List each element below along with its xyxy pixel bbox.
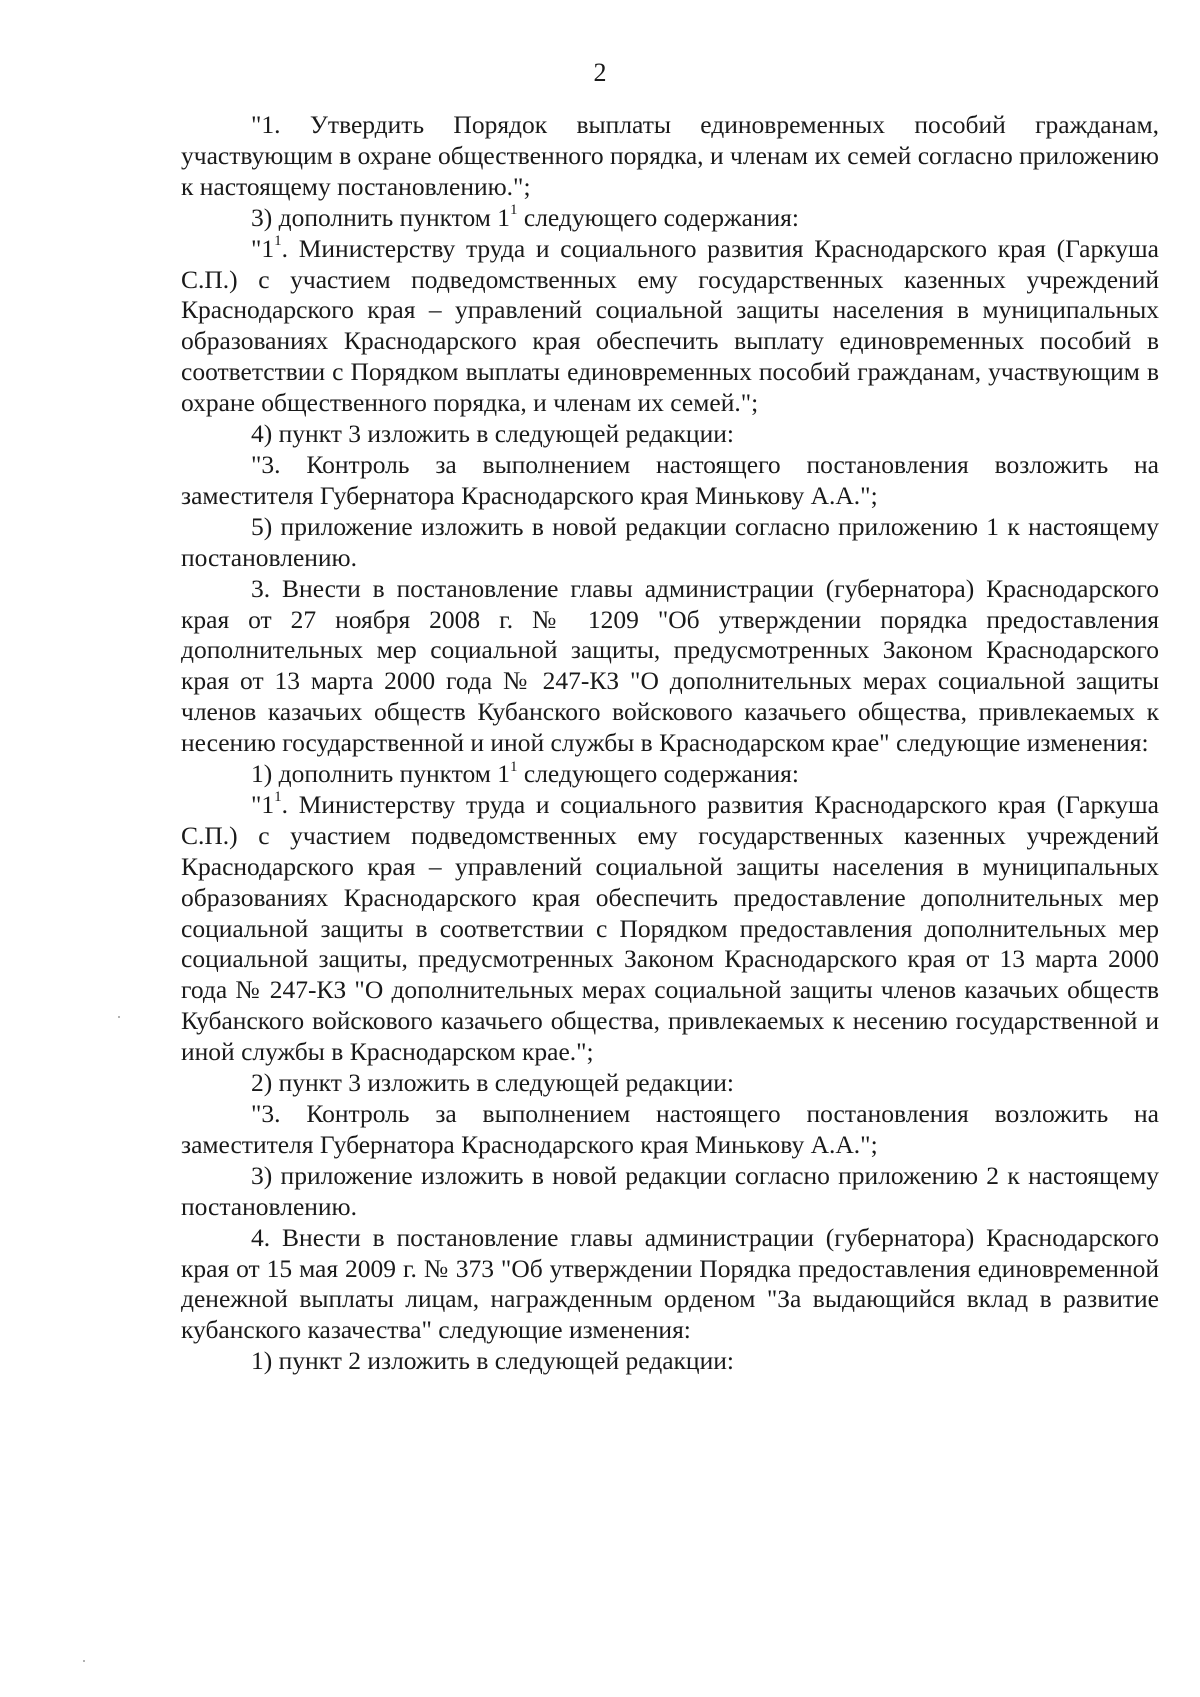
- paragraph-clause-3-edit-second: 2) пункт 3 изложить в следующей редакции:: [251, 1068, 734, 1098]
- paragraph-appendix-2: 3) приложение изложить в новой редакции согласно приложению 2 к настоящему постановлению.: [181, 1160, 1159, 1221]
- paragraph-clause-3-edit: 4) пункт 3 изложить в следующей редакции:: [251, 419, 734, 449]
- scan-speck: [83, 1660, 85, 1662]
- superscript: 1: [510, 202, 518, 219]
- paragraph-appendix-1: 5) приложение изложить в новой редакции согласно приложению 1 к настоящему постановлению.: [181, 511, 1159, 572]
- paragraph-control-clause: "3. Контроль за выполнением настоящего постановления возложить на заместителя Губернатора Краснодарского края Минькову А.А.";: [181, 449, 1159, 510]
- paragraph-approve-procedure: "1. Утвердить Порядок выплаты единовременных пособий гражданам, участвующим в охране общественного порядка, и членам их семей согласно приложению к настоящему постановлению.";: [181, 110, 1159, 201]
- paragraph-control-clause-second: "3. Контроль за выполнением настоящего постановления возложить на заместителя Губернатора Краснодарского края Минькову А.А.";: [181, 1099, 1159, 1159]
- page-number: 2: [593, 58, 607, 87]
- paragraph-item-3-resolution-1209: 3. Внести в постановление главы администрации (губернатора) Краснодарского края от 27 ноября 2008 г. № 1209 "Об утверждении порядка предоставления дополнительных мер социальной защиты, предусмотренных Законом Краснодарского края от 13 марта 2000 года № 247-КЗ "О дополнительных мерах социальной защиты членов казачьих обществ Кубанского войскового казачьего общества, привлекаемых к несению государственной и иной службы в Краснодарском крае" следующие изменения:: [181, 573, 1159, 758]
- paragraph-clause-2-edit: 1) пункт 2 изложить в следующей редакции:: [251, 1346, 734, 1376]
- superscript: 1: [274, 233, 282, 250]
- paragraph-item-4-resolution-373: 4. Внести в постановление главы администрации (губернатора) Краснодарского края от 15 мая 2009 г. № 373 "Об утверждении Порядка предоставления единовременной денежной выплаты лицам, награжденным орденом "За выдающийся вклад в развитие кубанского казачества" следующие изменения:: [181, 1222, 1159, 1345]
- scan-speck: [118, 1016, 120, 1018]
- document-body: [181, 110, 1159, 1377]
- paragraph-add-clause-1-1: 3) дополнить пунктом $1^1$ следующего содержания:: [251, 202, 799, 232]
- paragraph-clause-1-1-ministry-second: "$1^1$. Министерству труда и социального развития Краснодарского края (Гаркуша С.П.) с участием подведомственных ему государственных казенных учреждений Краснодарского края – управлений социальной защиты населения в муниципальных образованиях Краснодарского края обеспечить предоставление дополнительных мер социальной защиты в соответствии с Порядком предоставления дополнительных мер социальной защиты, предусмотренных Законом Краснодарского края от 13 марта 2000 года № 247-КЗ "О дополнительных мерах социальной защиты членов казачьих обществ Кубанского войскового казачьего общества, привлекаемых к несению государственной и иной службы в Краснодарском крае.";: [181, 789, 1159, 1067]
- paragraph-clause-1-1-ministry: "$1^1$. Министерству труда и социального развития Краснодарского края (Гаркуша С.П.) с участием подведомственных ему государственных казенных учреждений Краснодарского края – управлений социальной защиты населения в муниципальных образованиях Краснодарского края обеспечить выплату единовременных пособий в соответствии с Порядком выплаты единовременных пособий гражданам, участвующим в охране общественного порядка, и членам их семей.";: [181, 233, 1159, 418]
- superscript: 1: [510, 758, 518, 775]
- superscript: 1: [274, 789, 282, 806]
- paragraph-add-clause-1-1-second: 1) дополнить пунктом $1^1$ следующего содержания:: [251, 758, 799, 789]
